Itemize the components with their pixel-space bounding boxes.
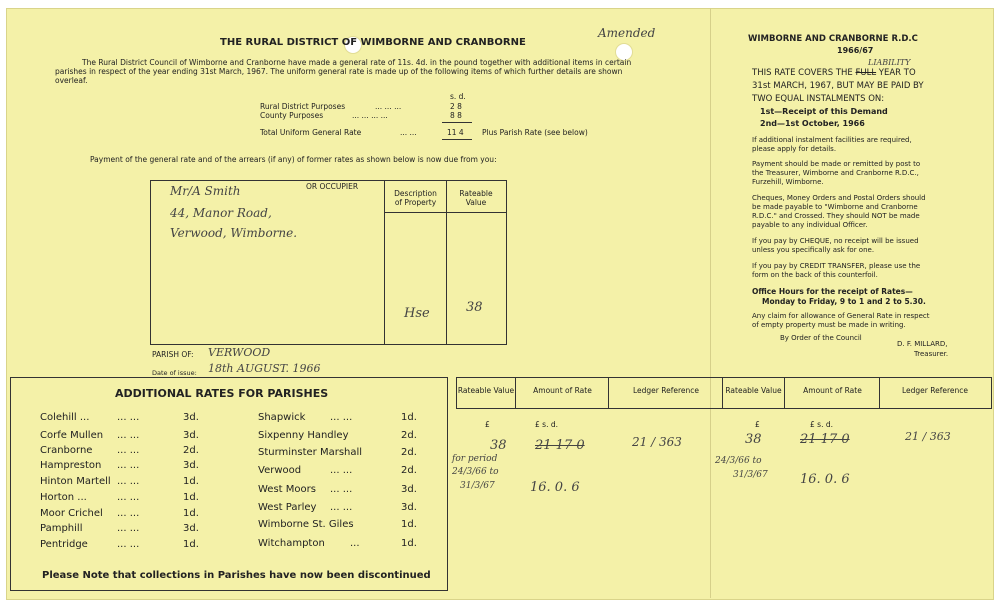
parish-name: Shapwick <box>258 412 306 423</box>
parish-rate: 3d. <box>183 430 199 441</box>
address-line: 44, Manor Road, <box>170 206 272 220</box>
parish-name: Wimborne St. Giles <box>258 519 354 530</box>
parish-name: West Moors <box>258 484 316 495</box>
period-line: for period <box>452 454 498 464</box>
item-label-rural: Rural District Purposes <box>260 102 346 111</box>
ledger-divider <box>879 377 880 409</box>
info-line: Any claim for allowance of General Rate in respect <box>752 312 930 320</box>
ledger-ref-2: 21 / 363 <box>905 430 951 443</box>
parish-dots: ... ... <box>117 460 140 471</box>
lsd-header: £ s. d. <box>535 420 558 429</box>
info-line: of empty property must be made in writing. <box>752 321 906 329</box>
parish-rate: 3d. <box>401 484 417 495</box>
by-order: By Order of the Council <box>780 334 862 342</box>
desc-value: Hse <box>404 306 430 321</box>
ledger-ref: 21 / 363 <box>632 435 682 449</box>
parish-dots: ... ... <box>330 465 353 476</box>
rv-header: Value <box>465 198 487 207</box>
period-line: 31/3/67 <box>733 470 768 480</box>
parish-rate: 1d. <box>401 519 417 530</box>
ledger-rv: 38 <box>490 438 507 453</box>
parish-dots: ... ... <box>330 412 353 423</box>
parish-name: Corfe Mullen <box>40 430 104 441</box>
info-line: Furzehill, Wimborne. <box>752 178 824 186</box>
date-value: 18th AUGUST. 1966 <box>208 362 321 375</box>
period-line: 24/3/66 to <box>452 467 499 477</box>
office-hours-1: Office Hours for the receipt of Rates— <box>752 287 913 296</box>
parish-name: West Parley <box>258 502 317 513</box>
info-line: please apply for details. <box>752 145 837 153</box>
total-rule <box>442 139 472 140</box>
office-hours-2: Monday to Friday, 9 to 1 and 2 to 5.30. <box>762 297 926 306</box>
liability-note: LIABILITY <box>868 58 911 67</box>
address-line: Verwood, Wimborne. <box>170 226 298 240</box>
address-line: Mr/A Smith <box>170 184 241 198</box>
info-line: If you pay by CHEQUE, no receipt will be issued <box>752 237 919 245</box>
info-line: be made payable to "Wimborne and Cranborne <box>752 203 918 211</box>
covers-line-1 <box>752 68 916 78</box>
parish-name: Cranborne <box>40 445 93 456</box>
date-label: Date of issue: <box>152 369 197 377</box>
parish-rate: 3d. <box>401 502 417 513</box>
ledger-divider <box>515 377 516 409</box>
counterfoil-title: WIMBORNE AND CRANBORNE R.D.C <box>748 34 918 44</box>
parish-name: Horton ... <box>40 492 87 503</box>
parish-name: Moor Crichel <box>40 508 103 519</box>
amended-note: Amended <box>598 26 656 40</box>
parish-dots: ... ... <box>117 523 140 534</box>
receipt-1: 1st—Receipt of this Demand <box>760 107 888 116</box>
or-occupier: OR OCCUPIER <box>306 182 359 191</box>
intro-line-3: overleaf. <box>55 76 88 85</box>
parish-rate: 2d. <box>401 430 417 441</box>
parish-rate: 1d. <box>401 538 417 549</box>
item-value-rural: 2 8 <box>450 102 462 111</box>
desc-header: of Property <box>394 198 437 207</box>
period-line: 24/3/66 to <box>715 456 762 466</box>
info-line: If you pay by CREDIT TRANSFER, please use the <box>752 262 921 270</box>
item-dots: ... ... ... ... <box>352 111 388 120</box>
total-value: 11 4 <box>447 128 464 137</box>
parish-rate: 1d. <box>401 412 417 423</box>
parish-dots: ... ... <box>117 492 140 503</box>
ledger-amount-struck-2: 21 17 0 <box>800 432 850 447</box>
item-value-county: 8 8 <box>450 111 462 120</box>
parish-name: Sixpenny Handley <box>258 430 349 441</box>
parish-rate: 3d. <box>183 523 199 534</box>
covers-line-3: TWO EQUAL INSTALMENTS ON: <box>752 94 885 104</box>
parish-name: Sturminster Marshall <box>258 447 363 458</box>
main-title: THE RURAL DISTRICT OF WIMBORNE AND CRANBORNE <box>220 37 526 48</box>
parish-name: Hinton Martell <box>40 476 111 487</box>
parish-dots: ... ... <box>117 476 140 487</box>
parish-rate: 3d. <box>183 412 199 423</box>
covers-to: TO <box>903 68 916 78</box>
address-header-rule <box>384 212 506 213</box>
additional-title: ADDITIONAL RATES FOR PARISHES <box>115 387 329 400</box>
covers-line-2: 31st MARCH, 1967, BUT MAY BE PAID BY <box>752 81 924 91</box>
info-line: unless you specifically ask for one. <box>752 246 875 254</box>
rv-header: Rateable <box>459 189 493 198</box>
parish-rate: 2d. <box>401 447 417 458</box>
parish-dots: ... ... <box>117 412 140 423</box>
intro-line-2: parishes in respect of the year ending 31st March, 1967. The uniform general rate is made up of the following items of which further details are shown <box>55 67 623 76</box>
parish-rate: 1d. <box>183 508 199 519</box>
ledger-header: Ledger Reference <box>901 386 969 395</box>
covers-text: THIS RATE COVERS THE <box>752 68 853 78</box>
parish-name: Colehill ... <box>40 412 90 423</box>
info-line: R.D.C." and Crossed. They should NOT be made <box>752 212 920 220</box>
parish-rate: 1d. <box>183 492 199 503</box>
signatory: D. F. MILLARD, <box>897 340 948 348</box>
ledger-header: Amount of Rate <box>803 386 862 395</box>
ledger-header: Rateable Value <box>725 386 782 395</box>
ledger-amount-new: 16. 0. 6 <box>530 480 580 495</box>
parish-value: VERWOOD <box>208 346 271 359</box>
payment-line: Payment of the general rate and of the arrears (if any) of former rates as shown below is now due from you: <box>90 155 497 164</box>
parish-name: Pamphill <box>40 523 83 534</box>
ledger-amount-new-2: 16. 0. 6 <box>800 472 850 487</box>
covers-year: YEAR <box>878 68 902 78</box>
ledger-header: Amount of Rate <box>533 386 592 395</box>
signatory-role: Treasurer. <box>914 350 949 358</box>
parish-dots: ... <box>350 538 360 549</box>
info-line: Cheques, Money Orders and Postal Orders should <box>752 194 926 202</box>
parish-rate: 2d. <box>183 445 199 456</box>
ledger-rv-2: 38 <box>745 432 762 447</box>
parish-name: Witchampton <box>258 538 325 549</box>
parish-dots: ... ... <box>330 502 353 513</box>
ledger-divider <box>608 377 609 409</box>
pound-sign: £ <box>755 420 760 429</box>
parish-dots: ... ... <box>117 508 140 519</box>
parish-name: Verwood <box>258 465 302 476</box>
item-dots: ... ... ... <box>375 102 402 111</box>
parish-dots: ... ... <box>117 539 140 550</box>
intro-line-1: The Rural District Council of Wimborne and Cranborne have made a general rate of 11s. 4d. in the pound together with additional items in certain <box>82 58 632 67</box>
counterfoil-year: 1966/67 <box>837 46 874 55</box>
receipt-2: 2nd—1st October, 1966 <box>760 119 865 128</box>
item-label-county: County Purposes <box>260 111 324 120</box>
period-line: 31/3/67 <box>460 481 495 491</box>
ledger-amount-struck: 21 17 0 <box>535 438 585 453</box>
lsd-header: £ s. d. <box>810 420 833 429</box>
total-label: Total Uniform General Rate <box>260 128 362 137</box>
parish-rate: 2d. <box>401 465 417 476</box>
info-line: If additional instalment facilities are required, <box>752 136 912 144</box>
info-line: form on the back of this counterfoil. <box>752 271 878 279</box>
info-line: the Treasurer, Wimborne and Cranborne R.D.C., <box>752 169 919 177</box>
total-rule <box>442 122 472 123</box>
parish-label: PARISH OF: <box>152 350 194 359</box>
total-dots: ... ... <box>400 128 417 137</box>
collections-note: Please Note that collections in Parishes have now been discontinued <box>42 570 431 581</box>
parish-dots: ... ... <box>117 430 140 441</box>
ledger-header: Rateable Value <box>457 386 515 395</box>
ledger-header: Ledger Reference <box>632 386 700 395</box>
parish-name: Pentridge <box>40 539 88 550</box>
ledger-divider <box>784 377 785 409</box>
parish-rate: 1d. <box>183 476 199 487</box>
parish-rate: 1d. <box>183 539 199 550</box>
parish-name: Hampreston <box>40 460 102 471</box>
desc-header: Description <box>394 189 437 198</box>
info-line: Payment should be made or remitted by post to <box>752 160 921 168</box>
plus-parish-note: Plus Parish Rate (see below) <box>482 128 588 137</box>
parish-dots: ... ... <box>330 484 353 495</box>
parish-dots: ... ... <box>117 445 140 456</box>
covers-struck: FULL <box>855 68 877 78</box>
parish-rate: 3d. <box>183 460 199 471</box>
rv-value: 38 <box>466 300 483 315</box>
perforation-fold <box>710 8 711 598</box>
info-line: payable to any individual Officer. <box>752 221 868 229</box>
sd-header: s. d. <box>450 92 466 101</box>
pound-sign: £ <box>485 420 490 429</box>
